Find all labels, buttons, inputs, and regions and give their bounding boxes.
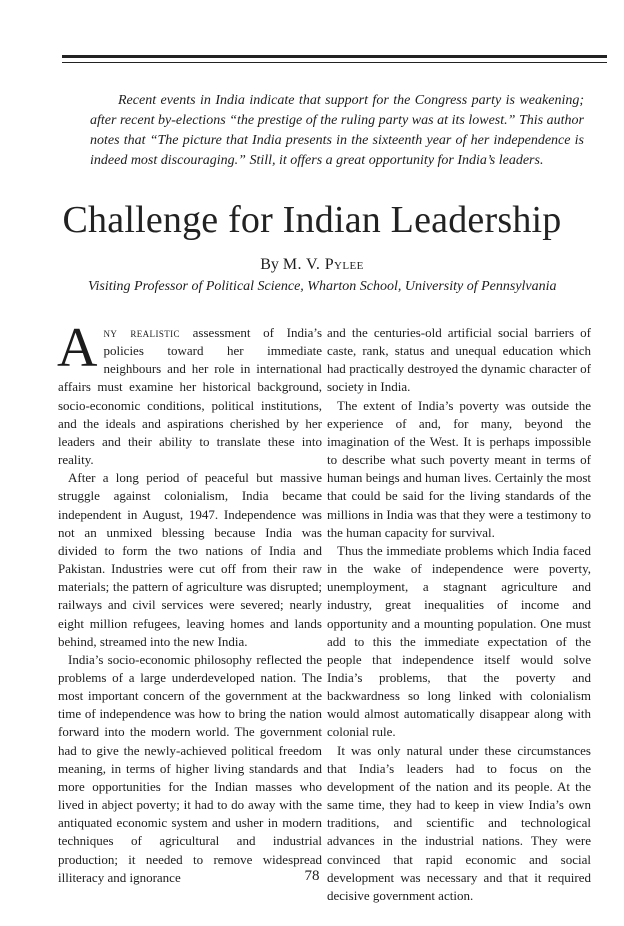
body-paragraph: India’s socio-economic philosophy reflected the problems of a large underdeveloped nation. The most important concern of the government at the time of independence was how to bring the nation forward into the modern world. The government had to give the newly-achieved political freedom meaning, in terms of higher living standards and more opportunities for the Indian masses who lived in abject poverty; it had to do away with the antiquated economic system and usher in modern techniques of agricultural and industrial production; it needed to remove widespread illiteracy and ignorance <box>58 651 322 885</box>
body-paragraph: After a long period of peaceful but massive struggle against colonialism, India became independent in August, 1947. Independence was not an unmixed blessing because India was divided to form the two nations of India and Pakistan. Industries were cut off from their raw materials; the pattern of agriculture was disrupted; railways and civil services were severed; nearly eight million refugees, leaving homes and lands behind, streamed into the new India. <box>58 470 322 649</box>
drop-cap: A <box>57 317 98 379</box>
intro-text: Recent events in India indicate that support for the Congress party is weakening; after recent by-elections “the prestige of the ruling party was at its lowest.” This author notes that “The picture that India presents in the sixteenth year of her independence is indeed most discouraging.” Still, it offers a great opportunity for India’s leaders. <box>90 93 584 168</box>
body-paragraph: The extent of India’s poverty was outside the experience of and, for many, beyond the imagination of the West. It is perhaps impossible to describe what such poverty meant in terms of human beings and human lives. Certainly the most that could be said for the living standards of the millions in India was that they were a testimony to the human capacity for survival. <box>327 397 591 540</box>
article-title: Challenge for Indian Leadership <box>62 199 562 241</box>
body-paragraph: and the centuries-old artificial social barriers of caste, rank, status and unequal education which had practically destroyed the dynamic character of society in India. <box>327 325 591 395</box>
byline <box>0 255 624 275</box>
body-paragraph: It was only natural under these circumstances that India’s leaders had to focus on the development of the nation and its people. At the same time, they had to keep in view India’s own traditions, and scientific and technological advances in the industrial nations. They were convinced that rapid economic and social development was necessary and that it required decisive government action. <box>327 742 591 903</box>
byline-prefix: By <box>260 256 279 273</box>
page-number: 78 <box>304 868 320 884</box>
body-text: assessment of India’s policies toward her immediate neighbours and her role in international affairs must examine her historical background, socio-economic conditions, political institutions, and the ideals and aspirations cherished by her leaders and their ability to translate these into reality. <box>58 325 323 468</box>
author-affiliation: Visiting Professor of Political Science, Wharton School, University of Pennsylvania <box>88 279 557 294</box>
author-name: M. V. Pylee <box>282 256 364 273</box>
lead-small-caps: ny realistic <box>103 325 180 340</box>
header-rule-thick <box>62 55 607 58</box>
header-rule-thin <box>62 62 607 63</box>
intro-blurb <box>90 91 584 171</box>
body-paragraph: Thus the immediate problems which India faced in the wake of independence were poverty, unemployment, a stagnant agriculture and industry, great inequalities of income and opportunity and a mounting population. One must add to this the immediate expectation of the people that independence itself would solve India’s problems, that the poverty and backwardness so long linked with colonialism would almost automatically disappear along with colonial rule. <box>327 542 591 740</box>
body-paragraph <box>57 317 323 469</box>
right-column <box>327 324 591 903</box>
